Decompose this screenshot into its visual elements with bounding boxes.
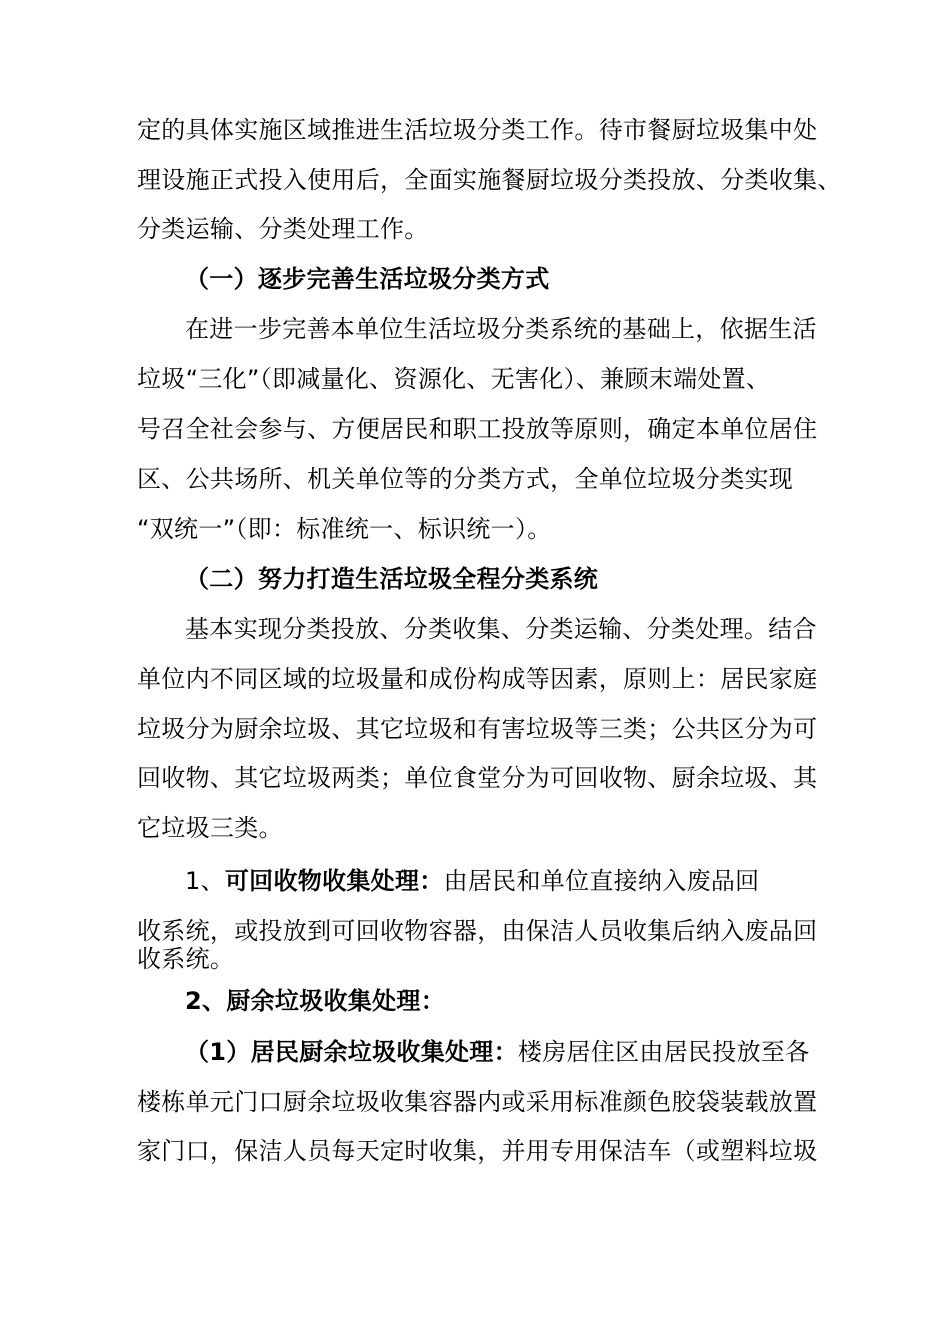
item-2-1-text: 楼房居住区由居民投放至各 (517, 1038, 810, 1066)
paragraph-line: 理设施正式投入使用后，全面实施餐厨垃圾分类投放、分类收集、 (137, 166, 842, 194)
section-heading-2: （二）努力打造生活垃圾全程分类系统 (185, 565, 599, 593)
paragraph-line: 楼栋单元门口厨余垃圾收集容器内或采用标准颜色胶袋装载放置 (137, 1088, 818, 1116)
paragraph-line: 基本实现分类投放、分类收集、分类运输、分类处理。结合 (185, 615, 817, 643)
paragraph-line: 收系统，或投放到可回收物容器，由保洁人员收集后纳入废品回 (137, 917, 818, 945)
paragraph-line: 分类运输、分类处理工作。 (137, 215, 429, 243)
item-2-1-line (185, 1037, 810, 1067)
paragraph-line: 垃圾“三化”（即减量化、资源化、无害化）、兼顾末端处置、 (137, 365, 771, 393)
paragraph-line: 收系统。 (137, 945, 235, 973)
paragraph-line: 垃圾分为厨余垃圾、其它垃圾和有害垃圾等三类；公共区分为可 (137, 715, 818, 743)
item-2-heading: 2、厨余垃圾收集处理： (185, 987, 445, 1015)
item-1-prefix: 1、 (185, 867, 225, 895)
section-heading-1: （一）逐步完善生活垃圾分类方式 (185, 265, 550, 293)
item-1-text: 由居民和单位直接纳入废品回 (443, 867, 760, 895)
paragraph-line: 单位内不同区域的垃圾量和成份构成等因素，原则上：居民家庭 (137, 665, 818, 693)
paragraph-line: 在进一步完善本单位生活垃圾分类系统的基础上，依据生活 (185, 315, 817, 343)
paragraph-line: “双统一”（即：标准统一、标识统一）。 (137, 515, 552, 543)
paragraph-line: 定的具体实施区域推进生活垃圾分类工作。待市餐厨垃圾集中处 (137, 116, 818, 144)
paragraph-line: 号召全社会参与、方便居民和职工投放等原则，确定本单位居住 (137, 415, 818, 443)
item-1-heading: 可回收物收集处理： (224, 867, 444, 895)
paragraph-line: 它垃圾三类。 (137, 814, 283, 842)
paragraph-line: 家门口，保洁人员每天定时收集，并用专用保洁车（或塑料垃圾 (137, 1137, 818, 1165)
paragraph-line: 区、公共场所、机关单位等的分类方式，全单位垃圾分类实现 (137, 465, 794, 493)
paragraph-line: 回收物、其它垃圾两类；单位食堂分为可回收物、厨余垃圾、其 (137, 764, 818, 792)
item-2-1-heading: （1）居民厨余垃圾收集处理： (185, 1038, 518, 1066)
item-1-line (185, 866, 759, 896)
